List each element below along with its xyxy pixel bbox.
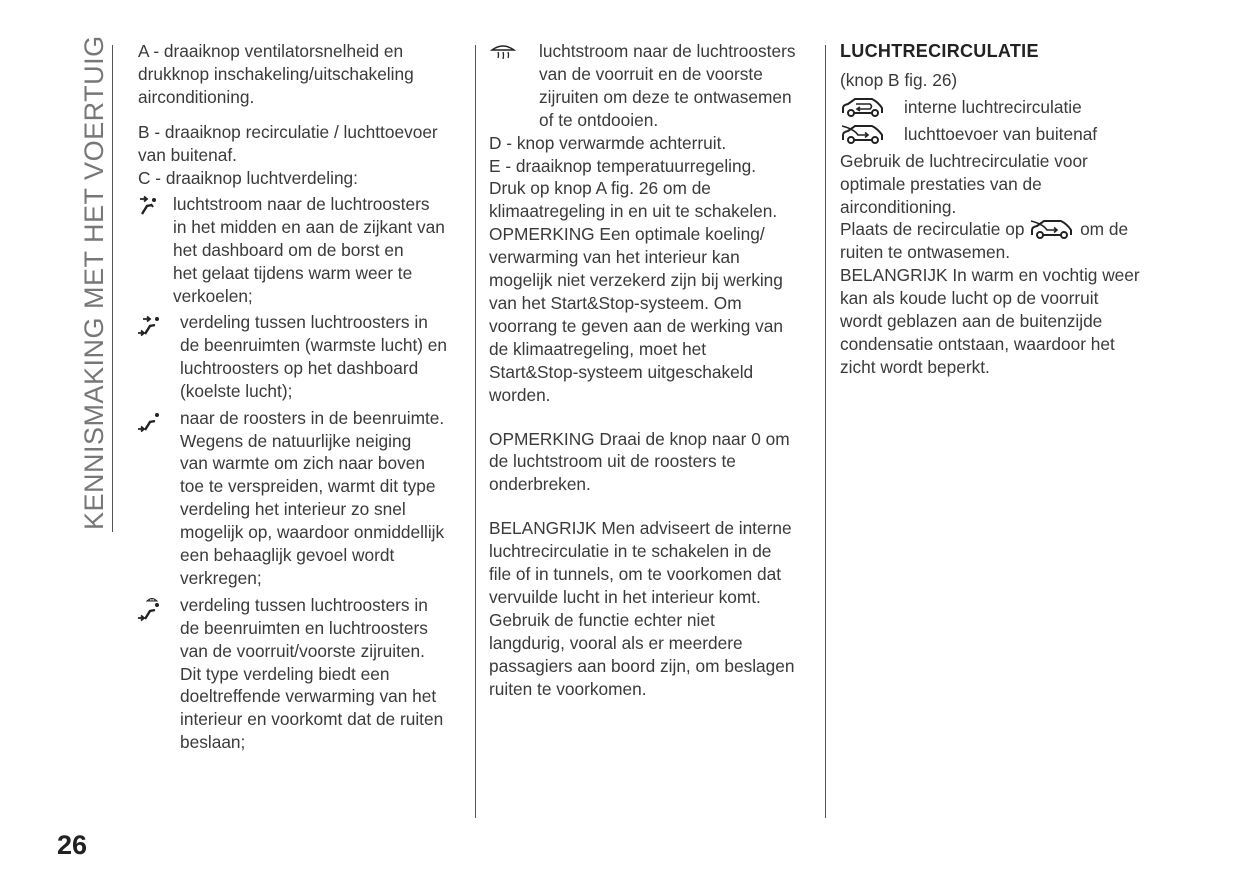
list-item xyxy=(138,407,468,590)
text-line: Gebruik de functie echter niet xyxy=(489,609,715,630)
text-line: Druk op knop A fig. 26 om de xyxy=(489,178,711,199)
text-line: verkregen; xyxy=(180,567,262,588)
column-3 xyxy=(840,40,1170,379)
column-divider xyxy=(475,45,476,818)
text-line: klimaatregeling in en uit te schakelen. xyxy=(489,201,778,222)
windshield-defrost-icon xyxy=(489,42,517,62)
text-line: mogelijk niet verzekerd zijn bij werking xyxy=(489,270,783,291)
text-line: verwarming van het interieur kan xyxy=(489,247,740,268)
icon-legend-label: luchttoevoer van buitenaf xyxy=(904,123,1098,144)
text-line: of te ontdooien. xyxy=(539,109,659,130)
text-line: wordt geblazen aan de buitenzijde xyxy=(840,311,1103,332)
text-line: airconditioning. xyxy=(138,86,255,107)
paragraph-note xyxy=(489,428,819,497)
icon-legend-item xyxy=(840,96,1170,119)
list-item-text xyxy=(539,40,819,132)
text-line: de luchtstroom uit de roosters te xyxy=(489,451,736,472)
text-line: ruiten te voorkomen. xyxy=(489,678,647,699)
face-vent-icon xyxy=(138,195,160,217)
page-number: 26 xyxy=(57,830,88,860)
text-line: optimale prestaties van de xyxy=(840,173,1042,194)
feet-vent-icon xyxy=(138,409,164,433)
text-line: D - knop verwarmde achterruit. xyxy=(489,132,727,153)
text-line: airconditioning. xyxy=(840,196,957,217)
text-line: het gelaat tijdens warm weer te xyxy=(173,263,413,284)
defog-text: ruiten te ontwasemen. xyxy=(840,242,1011,263)
section-heading: LUCHTRECIRCULATIE xyxy=(840,41,1039,61)
text-line: passagiers aan boord zijn, om beslagen xyxy=(489,655,795,676)
feet-defrost-vent-icon xyxy=(138,596,164,622)
text-line: voorrang te geven aan de werking van xyxy=(489,315,783,336)
text-line: zijruiten om deze te ontwasemen xyxy=(539,86,792,107)
list-item xyxy=(138,594,468,754)
list-item-text xyxy=(173,193,468,308)
text-line: Start&Stop-systeem uitgeschakeld xyxy=(489,361,754,382)
internal-recirculation-icon xyxy=(840,96,886,118)
paragraph-knob-c xyxy=(138,167,468,190)
text-line: B - draaiknop recirculatie / luchttoevoer xyxy=(138,121,438,142)
paragraph-important xyxy=(840,264,1170,379)
text-line: in het midden en aan de zijkant van xyxy=(173,217,445,238)
text-line: verkoelen; xyxy=(173,286,253,307)
text-line: worden. xyxy=(489,384,551,405)
text-line: Gebruik de luchtrecirculatie voor xyxy=(840,150,1088,171)
text-line: van het Start&Stop-systeem. Om xyxy=(489,292,742,313)
paragraph-important xyxy=(489,517,819,700)
text-line: luchtrecirculatie in te schakelen in de xyxy=(489,541,772,562)
column-divider xyxy=(825,45,826,818)
column-2 xyxy=(489,40,819,700)
text-line: zicht wordt beperkt. xyxy=(840,356,990,377)
text-line: A - draaiknop ventilatorsnelheid en xyxy=(138,41,404,61)
text-line: (koelste lucht); xyxy=(180,380,293,401)
paragraph-knobs-d-e xyxy=(489,132,819,407)
text-line: drukknop inschakeling/uitschakeling xyxy=(138,63,414,84)
icon-legend-label: interne luchtrecirculatie xyxy=(904,96,1082,117)
text-line: van buitenaf. xyxy=(138,144,237,165)
text-line: condensatie ontstaan, waardoor het xyxy=(840,333,1115,354)
text-line: een behaaglijk gevoel wordt xyxy=(180,545,395,566)
list-item-text xyxy=(180,407,468,590)
text-line: het dashboard om de borst en xyxy=(173,240,404,261)
text-line: Wegens de natuurlijke neiging xyxy=(180,430,412,451)
text-line: vervuilde lucht in het interieur komt. xyxy=(489,586,761,607)
column-1 xyxy=(138,40,468,754)
text-line: verdeling tussen luchtroosters in xyxy=(180,311,428,332)
text-line: de beenruimten (warmste lucht) en xyxy=(180,334,448,355)
paragraph-defog xyxy=(840,218,1170,264)
list-item xyxy=(489,40,819,132)
text-line: naar de roosters in de beenruimte. xyxy=(180,407,445,428)
defog-text: Plaats de recirculatie op xyxy=(840,219,1025,240)
text-line: file of in tunnels, om te voorkomen dat xyxy=(489,564,782,585)
list-item-text xyxy=(180,594,468,754)
text-line: C - draaiknop luchtverdeling: xyxy=(138,167,358,188)
face-feet-vent-icon xyxy=(138,313,164,337)
icon-legend-item xyxy=(840,123,1170,146)
text-line: van de voorruit en de voorste xyxy=(539,63,763,84)
paragraph-knob-b xyxy=(138,121,468,167)
text-line: doeltreffende verwarming van het xyxy=(180,686,437,707)
text-line: BELANGRIJK In warm en vochtig weer xyxy=(840,265,1140,286)
paragraph-usage xyxy=(840,150,1170,219)
text-line: mogelijk op, waardoor onmiddellijk xyxy=(180,522,445,543)
text-line: kan als koude lucht op de voorruit xyxy=(840,288,1099,309)
text-line: van warmte om zich naar boven xyxy=(180,453,425,474)
outside-air-inline-icon xyxy=(1029,218,1075,240)
text-line: BELANGRIJK Men adviseert de interne xyxy=(489,518,792,539)
text-line: Dit type verdeling biedt een xyxy=(180,663,390,684)
text-line: de beenruimten en luchtroosters xyxy=(180,617,428,638)
paragraph-knob-a xyxy=(138,40,468,109)
text-line: onderbreken. xyxy=(489,474,591,495)
text-line: luchtstroom naar de luchtroosters xyxy=(173,194,430,215)
text-line: toe te verspreiden, warmt dit type xyxy=(180,476,436,497)
text-line: luchtroosters op het dashboard xyxy=(180,357,419,378)
outside-air-icon xyxy=(840,123,886,145)
text-line: beslaan; xyxy=(180,732,246,753)
text-line: luchtstroom naar de luchtroosters xyxy=(539,41,796,61)
text-line: de klimaatregeling, moet het xyxy=(489,338,707,359)
text-line: verdeling tussen luchtroosters in xyxy=(180,594,428,615)
list-item-text xyxy=(180,311,468,403)
list-item xyxy=(138,193,468,308)
defog-text: om de xyxy=(1080,219,1129,240)
text-line: van de voorruit/voorste zijruiten. xyxy=(180,640,425,661)
text-line: verdeling het interieur zo snel xyxy=(180,499,406,520)
list-item xyxy=(138,311,468,403)
text-line: interieur en voorkomt dat de ruiten xyxy=(180,709,444,730)
section-side-title: KENNISMAKING MET HET VOERTUIG xyxy=(79,35,109,530)
text-line: OPMERKING Een optimale koeling/ xyxy=(489,224,765,245)
text-line: langdurig, vooral als er meerdere xyxy=(489,632,743,653)
text-line: E - draaiknop temperatuurregeling. xyxy=(489,155,757,176)
side-divider xyxy=(112,45,113,532)
text-line: OPMERKING Draai de knop naar 0 om xyxy=(489,428,790,449)
figure-reference: (knop B fig. 26) xyxy=(840,70,958,90)
